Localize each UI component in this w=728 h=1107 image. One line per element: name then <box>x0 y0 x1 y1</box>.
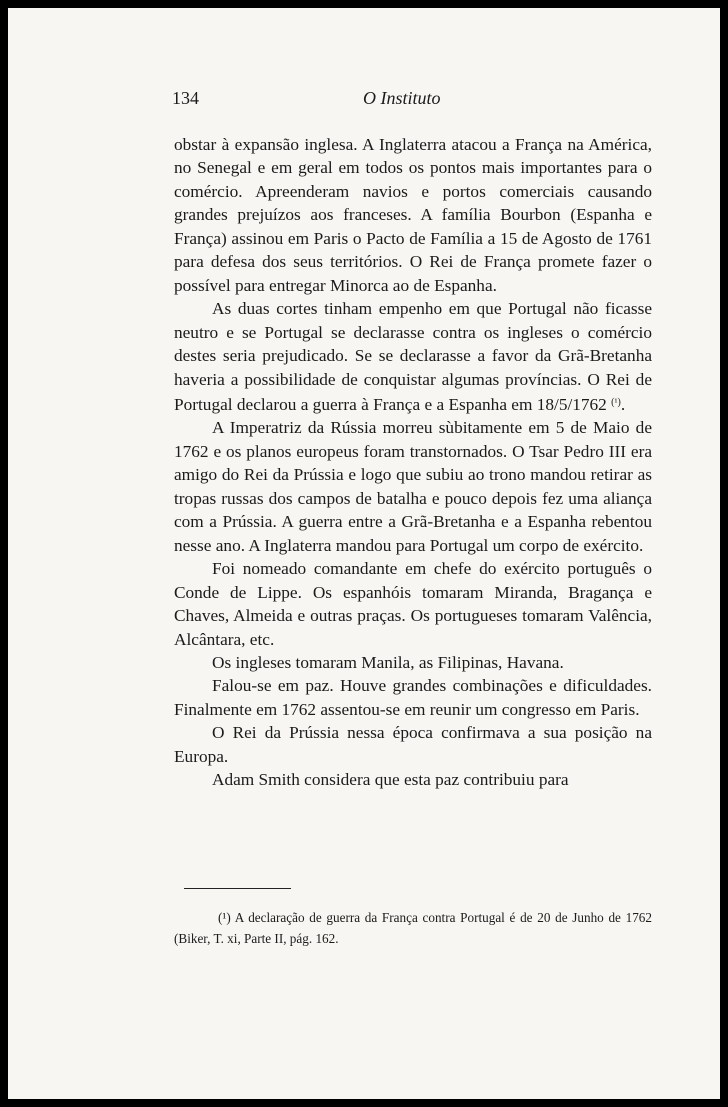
paragraph-2 <box>174 297 652 416</box>
paragraph-2-end: . <box>620 394 626 414</box>
paragraph-8 <box>174 768 652 791</box>
paragraph-2-text: As duas cortes tinham empenho em que Portugal não ficasse neutro e se Portugal se declarasse contra os ingleses o comércio destes seria prejudicado. Se se declarasse a favor da Grã-Bretanha haveria a possibilidade de conquistar algumas províncias. O Rei de Portugal declarou a guerra à França e a Espanha em 18/5/1762 <box>174 299 652 414</box>
paragraph-7 <box>174 721 652 768</box>
page-header <box>172 88 472 114</box>
paragraph-3-text: A Imperatriz da Rússia morreu sùbitamente em 5 de Maio de 1762 e os planos europeus foram transtornados. O Tsar Pedro III era amigo do Rei da Prússia e logo que subiu ao trono mandou retirar as tropas russas dos campos de batalha e pouco depois fez uma aliança com a Prússia. A guerra entre a Grã-Bretanha e a Espanha rebentou nesse ano. A Inglaterra mandou para Portugal um corpo de exército. <box>174 418 652 555</box>
body-text <box>174 133 652 792</box>
paragraph-5-text: Os ingleses tomaram Manila, as Filipinas, Havana. <box>212 652 564 672</box>
paragraph-8-text: Adam Smith considera que esta paz contribuiu para <box>212 770 569 790</box>
footnote <box>174 907 652 949</box>
running-title: O Instituto <box>363 88 441 108</box>
footnote-text: A declaração de guerra da França contra Portugal é de 20 de Junho de 1762 (Biker, T. xi, Parte II, pág. 162. <box>174 910 652 946</box>
paragraph-1 <box>174 133 652 297</box>
document-page <box>8 8 720 1099</box>
footnote-marker: (¹) <box>218 910 231 925</box>
paragraph-6 <box>174 674 652 721</box>
paragraph-1-text: obstar à expansão inglesa. A Inglaterra atacou a França na América, no Senegal e em geral em todos os pontos mais importantes para o comércio. Apreenderam navios e portos comerciais causando grandes prejuízos aos franceses. A família Bourbon (Espanha e França) assinou em Paris o Pacto de Família a 15 de Agosto de 1761 para defesa dos seus territórios. O Rei de França promete fazer o possível para entregar Minorca ao de Espanha. <box>174 135 652 295</box>
paragraph-4-text: Foi nomeado comandante em chefe do exército português o Conde de Lippe. Os espanhóis tomaram Miranda, Bragança e Chaves, Almeida e outras praças. Os portugueses tomaram Valência, Alcântara, etc. <box>174 559 652 649</box>
paragraph-6-text: Falou-se em paz. Houve grandes combinações e dificuldades. Finalmente em 1762 assentou-se em reunir um congresso em Paris. <box>174 676 652 719</box>
paragraph-3 <box>174 416 652 557</box>
page-number: 134 <box>172 88 199 108</box>
footnote-reference[interactable]: (¹) <box>611 396 621 408</box>
paragraph-7-text: O Rei da Prússia nessa época confirmava a sua posição na Europa. <box>174 723 652 766</box>
footnote-separator <box>184 888 291 889</box>
paragraph-4 <box>174 557 652 651</box>
paragraph-5 <box>174 651 652 674</box>
